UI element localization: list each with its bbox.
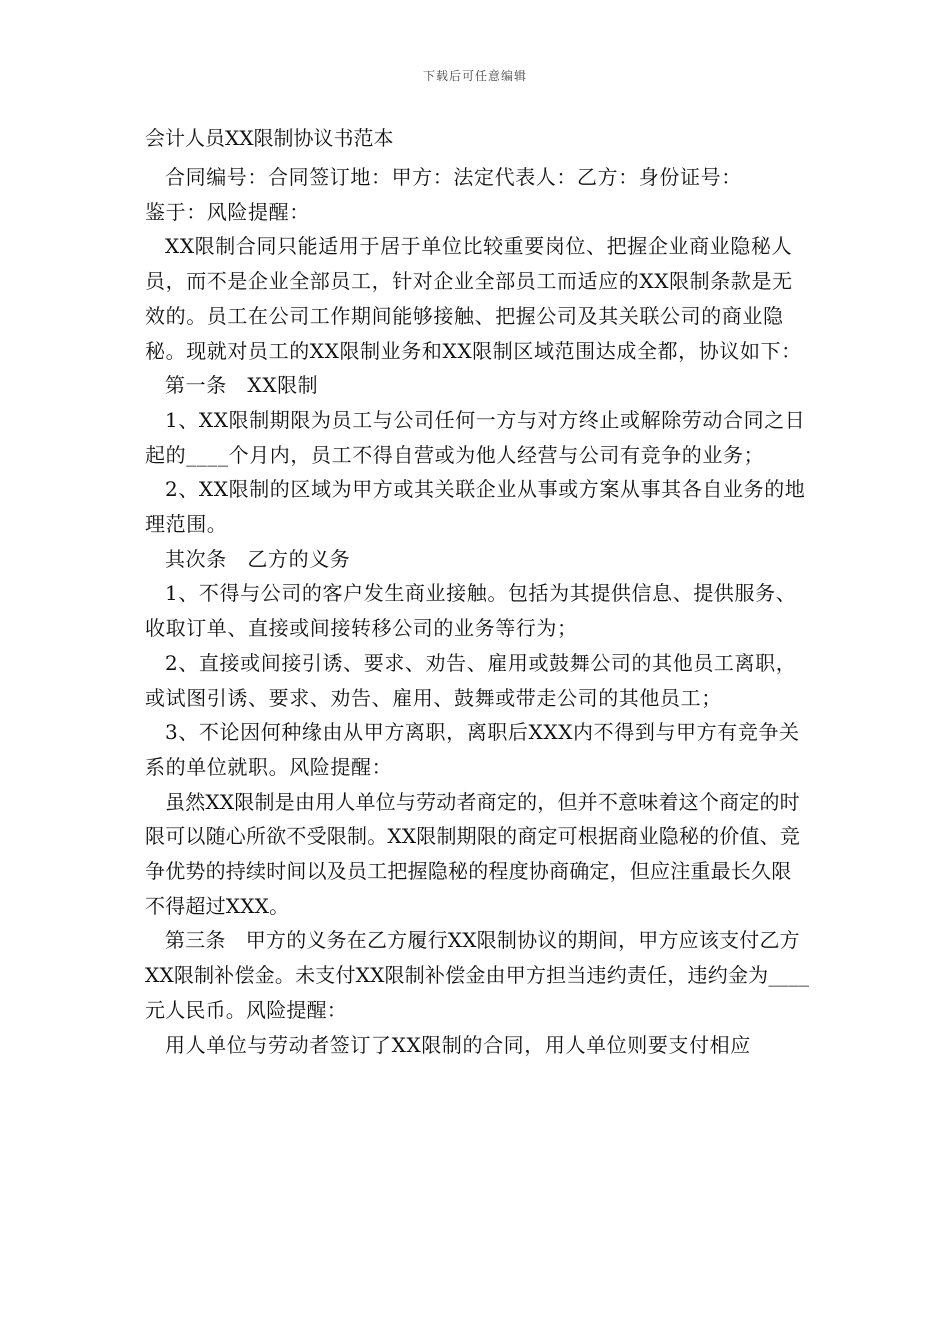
- document-body: [145, 160, 810, 1062]
- whereas-line: 鉴于：风险提醒：: [145, 199, 310, 224]
- contract-info-line: 合同编号：合同签订地：甲方：法定代表人：乙方：身份证号：: [165, 165, 742, 189]
- article-2-heading: 其次条 乙方的义务: [165, 546, 351, 571]
- closing-paragraph: 用人单位与劳动者签订了XX限制的合同，用人单位则要支付相应: [165, 1032, 751, 1057]
- document-title: 会计人员XX限制协议书范本: [145, 126, 394, 150]
- article-1-heading: 第一条 XX限制: [165, 373, 319, 398]
- article-3-paragraph: 第三条 甲方的义务在乙方履行XX限制协议的期间，甲方应该支付乙方XX限制补偿金。未支付XX限制补偿金由甲方担当违约责任，违约金为____元人民币。风险提醒：: [145, 928, 810, 1022]
- article-1-clause-2: 2、XX限制的区域为甲方或其关联企业从事或方案从事其各自业务的地理范围。: [145, 477, 806, 537]
- intro-paragraph: XX限制合同只能适用于居于单位比较重要岗位、把握企业商业隐秘人员，而不是企业全部员工，针对企业全部员工而适应的XX限制条款是无效的。员工在公司工作期间能够接触、把握公司及其关联公司的商业隐秘。现就对员工的XX限制业务和XX限制区域范围达成全都，协议如下：: [145, 234, 802, 363]
- article-2-clause-1: 1、不得与公司的客户发生商业接触。包括为其提供信息、提供服务、收取订单、直接或间接转移公司的业务等行为；: [145, 581, 797, 641]
- article-2-clause-2: 2、直接或间接引诱、要求、劝告、雇用或鼓舞公司的其他员工离职，或试图引诱、要求、劝告、雇用、鼓舞或带走公司的其他员工；: [145, 650, 797, 710]
- risk-reminder-paragraph: 虽然XX限制是由用人单位与劳动者商定的，但并不意味着这个商定的时限可以随心所欲不受限制。XX限制期限的商定可根据商业隐秘的价值、竞争优势的持续时间以及员工把握隐秘的程度协商确定，但应注重最长久限不得超过XXX。: [145, 789, 801, 918]
- page-header: 下载后可任意编辑: [422, 69, 527, 83]
- article-1-clause-1: 1、XX限制期限为员工与公司任何一方与对方终止或解除劳动合同之日起的____个月内，员工不得自营或为他人经营与公司有竞争的业务；: [145, 407, 806, 467]
- article-2-clause-3: 3、不论因何种缘由从甲方离职，离职后XXX内不得到与甲方有竞争关系的单位就职。风险提醒：: [145, 720, 800, 779]
